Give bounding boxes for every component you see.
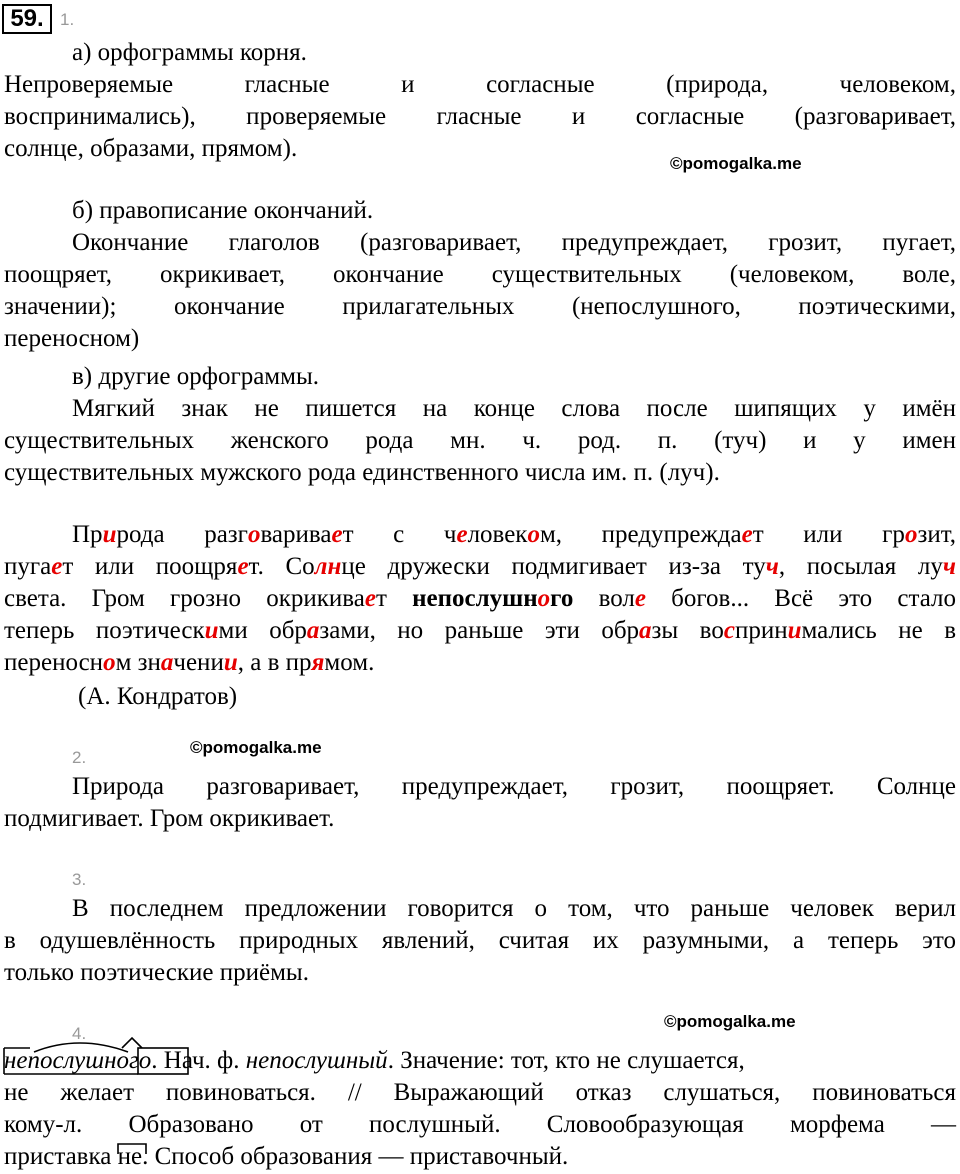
txt: т. Со	[248, 553, 315, 580]
orthogram-letter: е	[51, 553, 63, 580]
part-label-2: 2.	[72, 748, 87, 767]
txt: варива	[260, 521, 332, 548]
orthogram-letter: я	[311, 649, 325, 676]
part-label-4: 4.	[72, 1024, 87, 1043]
orthogram-letter: ч	[765, 553, 779, 580]
text-v-line: существительных женского рода мн. ч. род. п. (туч) и у имен	[4, 427, 956, 454]
txt: . Значение: тот, кто не слушается,	[387, 1047, 745, 1074]
source-text-line-3	[4, 584, 956, 614]
txt: переносн	[4, 649, 104, 676]
txt: рода разг	[116, 521, 248, 548]
heading-b: б) правописание окончаний.	[72, 197, 374, 224]
orthogram-letter: о	[103, 649, 116, 676]
orthogram-letter: е	[364, 585, 376, 612]
part2-line: подмигивает. Гром окрикивает.	[4, 805, 335, 832]
part3-line: В последнем предложении говорится о том, что раньше человек верил	[72, 895, 956, 922]
orthogram-letter: и	[102, 521, 117, 548]
initial-form: непослушный	[245, 1047, 388, 1074]
morpheme-parsed-word	[4, 1046, 151, 1076]
orthogram-letter: о	[537, 585, 551, 612]
text-b-line: Окончание глаголов (разговаривает, предупреждает, грозит, пугает,	[72, 229, 956, 256]
orthogram-letter: с	[723, 617, 735, 644]
txt: . Способ образования — приставочный.	[142, 1143, 569, 1170]
part-label-1: 1.	[60, 10, 75, 29]
orthogram-letter: е	[237, 553, 249, 580]
txt: мом.	[324, 649, 375, 676]
exercise-number: 59.	[2, 4, 52, 34]
orthogram-letter: е	[741, 521, 753, 548]
part3-line: в одушевлённость природных явлений, считая их разумными, а теперь это	[4, 927, 956, 954]
part4-line-1	[4, 1046, 956, 1076]
text-b-line: переносном)	[4, 325, 140, 352]
text-b-line: поощряет, окрикивает, окончание существительных (человеком, воле,	[4, 261, 956, 288]
text-a-line: солнце, образами, прямом).	[4, 135, 298, 162]
text-b-line: значении); окончание прилагательных (непослушного, поэтическими,	[4, 293, 956, 320]
watermark: ©pomogalka.me	[190, 738, 322, 757]
txt: зами, но раньше эти обр	[319, 617, 640, 644]
txt: . Нач. ф.	[151, 1047, 246, 1074]
watermark: ©pomogalka.me	[670, 154, 802, 173]
source-text-line-1	[72, 520, 956, 550]
orthogram-letter: о	[904, 521, 918, 548]
txt: прин	[734, 617, 788, 644]
txt: , посылая лу	[778, 553, 943, 580]
orthogram-letter: о	[527, 521, 540, 548]
txt: света. Гром грозно окрикива	[4, 585, 365, 612]
txt: т или поощря	[62, 553, 238, 580]
orthogram-letter: а	[306, 617, 320, 644]
orthogram-letter: ч	[942, 553, 956, 580]
source-text-line-2	[4, 552, 956, 582]
text-a-line: Непроверяемые гласные и согласные (природа, человеком,	[4, 71, 956, 98]
txt: богов... Всё это стало	[645, 585, 956, 612]
parsed-word: непослушного	[4, 1047, 152, 1074]
orthogram-letter: лн	[314, 553, 342, 580]
txt: мались не в	[801, 617, 957, 644]
txt: приставка	[4, 1143, 118, 1170]
morpheme-marks-icon	[4, 1038, 194, 1080]
orthogram-letter: и	[204, 617, 219, 644]
prefix-mark-icon	[118, 1142, 148, 1156]
txt: Пр	[72, 521, 103, 548]
txt: м, предупрежда	[539, 521, 742, 548]
source-text-line-4	[4, 616, 956, 646]
orthogram-letter: и	[787, 617, 802, 644]
heading-a: а) орфограммы корня.	[72, 39, 307, 66]
txt: м зн	[115, 649, 161, 676]
bold-word: непослушн	[412, 585, 538, 612]
txt: зит,	[917, 521, 956, 548]
txt: зы во	[651, 617, 724, 644]
orthogram-letter: о	[247, 521, 261, 548]
txt: , а в пр	[237, 649, 312, 676]
text-v-line: существительных мужского рода единственного числа им. п. (луч).	[4, 459, 720, 486]
watermark: ©pomogalka.me	[664, 1012, 796, 1031]
orthogram-letter: и	[223, 649, 238, 676]
part3-line: только поэтические приёмы.	[4, 959, 309, 986]
part4-last-line	[4, 1142, 956, 1172]
txt: т	[375, 585, 413, 612]
txt: т с ч	[342, 521, 457, 548]
bold-word: го	[550, 585, 574, 612]
part4-line: кому-л. Образовано от послушный. Словообразующая морфема —	[4, 1111, 956, 1138]
orthogram-letter: е	[456, 521, 468, 548]
author: (А. Кондратов)	[78, 683, 238, 710]
txt: теперь поэтическ	[4, 617, 205, 644]
orthogram-letter: е	[634, 585, 646, 612]
source-text-line-5	[4, 648, 956, 678]
prefix-with-mark	[118, 1142, 142, 1172]
txt: вол	[573, 585, 635, 612]
part4-line: не желает повиноваться. // Выражающий отказ слушаться, повиноваться	[4, 1079, 956, 1106]
txt: чени	[173, 649, 224, 676]
heading-v: в) другие орфограммы.	[72, 363, 319, 390]
part2-line: Природа разговаривает, предупреждает, грозит, поощряет. Солнце	[72, 773, 956, 800]
text-a-line: воспринимались), проверяемые гласные и согласные (разговаривает,	[4, 103, 956, 130]
txt: це дружески подмигивает из-за ту	[341, 553, 766, 580]
orthogram-letter: е	[331, 521, 343, 548]
part-label-3: 3.	[72, 870, 87, 889]
txt: ми обр	[218, 617, 307, 644]
txt: т или гр	[752, 521, 905, 548]
txt: пуга	[4, 553, 52, 580]
prefix: не	[117, 1143, 143, 1170]
orthogram-letter: а	[639, 617, 652, 644]
text-v-line: Мягкий знак не пишется на конце слова после шипящих у имён	[72, 395, 956, 422]
txt: ловек	[467, 521, 528, 548]
orthogram-letter: а	[160, 649, 174, 676]
